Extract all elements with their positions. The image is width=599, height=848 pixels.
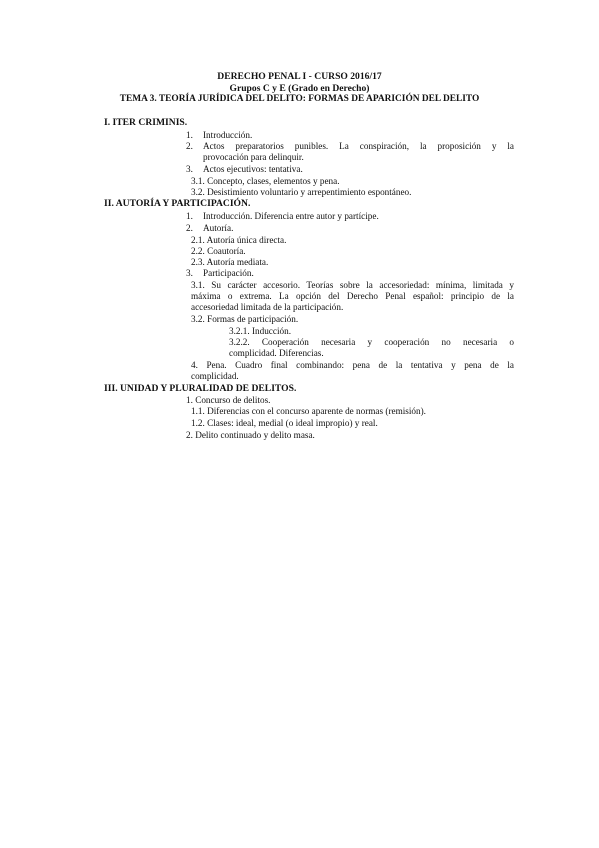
subsubitem: 3.2.1. Inducción. bbox=[229, 326, 292, 336]
subitem: 2.3. Autoría mediata. bbox=[191, 257, 269, 267]
item-text: 2. Delito continuado y delito masa. bbox=[186, 430, 315, 440]
subitem: 2.2. Coautoría. bbox=[191, 246, 246, 256]
item-number: 2. bbox=[186, 223, 193, 233]
subitem: 1.2. Clases: ideal, medial (o ideal impropio) y real. bbox=[191, 418, 378, 428]
subitem: 2.1. Autoría única directa. bbox=[191, 235, 287, 245]
paragraph-line: 3.2.2. Cooperación necesaria y cooperación no necesaria o bbox=[229, 337, 514, 347]
paragraph-line: máxima o extrema. La opción del Derecho Penal español: principio de la bbox=[191, 291, 514, 301]
subitem: 1.1. Diferencias con el concurso aparente de normas (remisión). bbox=[191, 406, 426, 416]
item-text: Autoría. bbox=[203, 223, 234, 233]
item-text-line: Actos preparatorios punibles. La conspiración, la proposición y la bbox=[203, 141, 514, 151]
item-number: 1. bbox=[186, 130, 193, 140]
item-text: 1. Concurso de delitos. bbox=[186, 395, 271, 405]
section-unidad-pluralidad-title: III. UNIDAD Y PLURALIDAD DE DELITOS. bbox=[104, 383, 297, 394]
item-number: 3. bbox=[186, 268, 193, 278]
item-text-line: provocación para delinquir. bbox=[203, 152, 304, 162]
paragraph-line: accesoriedad limitada de la participación. bbox=[191, 302, 344, 312]
subitem: 3.2. Formas de participación. bbox=[191, 314, 299, 324]
item-number: 1. bbox=[186, 211, 193, 221]
item-text: Introducción. bbox=[203, 130, 253, 140]
topic-title: TEMA 3. TEORÍA JURÍDICA DEL DELITO: FORMAS DE APARICIÓN DEL DELITO bbox=[119, 94, 480, 104]
groups-line: Grupos C y E (Grado en Derecho) bbox=[229, 83, 370, 94]
item-number: 2. bbox=[186, 141, 193, 151]
section-autoria-title: II. AUTORÍA Y PARTICIPACIÓN. bbox=[104, 198, 251, 209]
paragraph-line: complicidad. Diferencias. bbox=[229, 348, 324, 358]
subitem: 3.1. Concepto, clases, elementos y pena. bbox=[191, 176, 340, 186]
paragraph-line: complicidad. bbox=[191, 371, 239, 381]
paragraph-line: 3.1. Su carácter accesorio. Teorías sobre la accesoriedad: mínima, limitada y bbox=[191, 280, 514, 290]
item-number: 3. bbox=[186, 164, 193, 174]
item-text: Actos ejecutivos: tentativa. bbox=[203, 164, 303, 174]
paragraph-line: 4. Pena. Cuadro final combinando: pena de la tentativa y pena de la bbox=[191, 360, 514, 370]
subitem: 3.2. Desistimiento voluntario y arrepentimiento espontáneo. bbox=[191, 187, 412, 197]
section-iter-criminis-title: I. ITER CRIMINIS. bbox=[104, 117, 188, 128]
course-title: DERECHO PENAL I - CURSO 2016/17 bbox=[217, 71, 382, 82]
item-text: Introducción. Diferencia entre autor y partícipe. bbox=[203, 211, 379, 221]
item-text: Participación. bbox=[203, 268, 254, 278]
